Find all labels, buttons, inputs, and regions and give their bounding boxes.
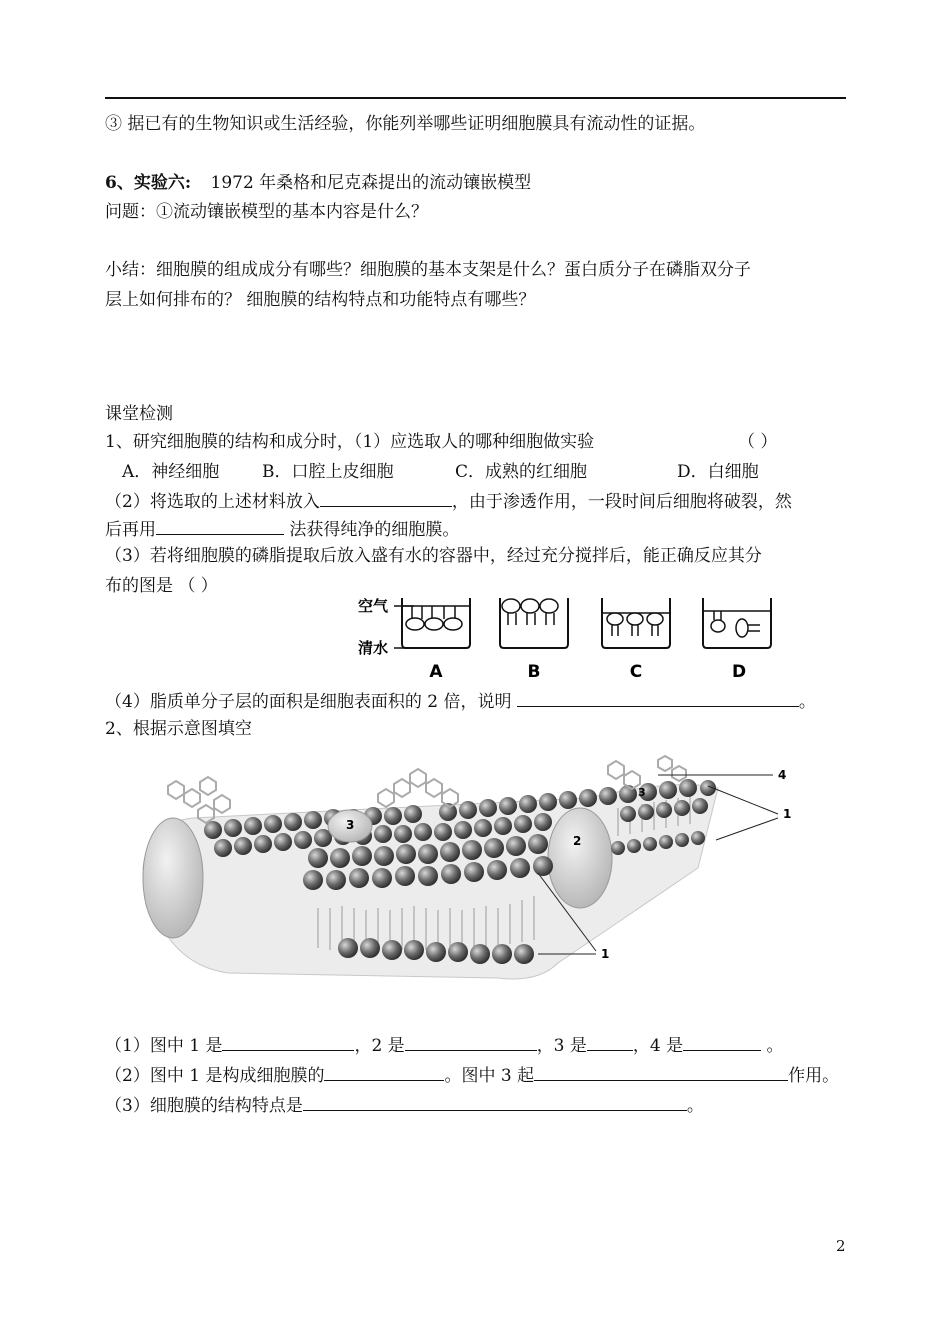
q2-2-blank-2[interactable] (534, 1062, 788, 1081)
beaker-b (500, 598, 568, 648)
membrane-label-4: 4 (778, 768, 787, 782)
q2-1-text-e: 。 (761, 1036, 784, 1056)
q2-2-text-a: （2）图中 1 是构成细胞膜的 (105, 1066, 325, 1086)
q2-2-text-b: 。图中 3 起 (444, 1066, 535, 1086)
q2-2-blank-1[interactable] (324, 1062, 444, 1081)
q2-1-blank-2[interactable] (405, 1032, 537, 1051)
q1-2-text-b: ，由于渗透作用，一段时间后细胞将破裂，然 (451, 492, 792, 512)
membrane-label-1-right: 1 (783, 807, 792, 821)
exp6-heading: 6、实验六: (105, 173, 192, 193)
air-label: 空气 (358, 597, 389, 615)
q2-part3-line (105, 1092, 704, 1118)
q1-2-text-c: 后再用 (105, 520, 156, 540)
q2-3-text-b: 。 (686, 1096, 704, 1116)
q3-evidence: ③ 据已有的生物知识或生活经验，你能列举哪些证明细胞膜具有流动性的证据。 (105, 114, 706, 134)
q2-1-text-d: ，4 是 (632, 1036, 684, 1056)
beaker-d (703, 598, 771, 648)
membrane-label-3-left: 3 (346, 818, 355, 832)
water-label: 清水 (358, 639, 389, 657)
q1-option-c: C．成熟的红细胞 (455, 462, 588, 482)
membrane-figure (118, 748, 818, 1028)
q1-2-blank-method[interactable] (156, 516, 284, 535)
q1-part4-line (105, 688, 816, 714)
q2-1-blank-3[interactable] (587, 1032, 633, 1051)
summary-line-2: 层上如何排布的？ 细胞膜的结构特点和功能特点有哪些？ (105, 290, 536, 310)
exp6-question: 问题：①流动镶嵌模型的基本内容是什么？ (105, 202, 428, 222)
q2-1-text-a: （1）图中 1 是 (105, 1036, 223, 1056)
q1-option-b: B．口腔上皮细胞 (262, 462, 394, 482)
q1-4-text-b: 。 (798, 692, 816, 712)
q1-answer-paren: （ ） (738, 432, 778, 452)
q1-part3-line1: （3）若将细胞膜的磷脂提取后放入盛有水的容器中，经过充分搅拌后，能正确反应其分 (105, 546, 762, 566)
classroom-test-heading: 课堂检测 (105, 404, 173, 424)
q2-stem: 2、根据示意图填空 (105, 719, 252, 739)
q1-2-text-a: （2）将选取的上述材料放入 (105, 492, 320, 512)
beaker-figure (350, 592, 790, 684)
q2-1-text-c: ，3 是 (536, 1036, 587, 1056)
q1-option-d: D．白细胞 (677, 462, 759, 482)
exp6-line (105, 171, 531, 195)
q1-part3-line2: 布的图是 （ ） (105, 576, 218, 596)
beaker-a (402, 598, 470, 648)
top-rule (105, 97, 846, 99)
membrane-label-3-right: 3 (638, 786, 646, 799)
option-label-a: A (429, 662, 443, 682)
exp6-text: 1972 年桑格和尼克森提出的流动镶嵌模型 (210, 173, 532, 193)
q1-option-a: A．神经细胞 (122, 462, 220, 482)
q1-4-text-a: （4）脂质单分子层的面积是细胞表面积的 2 倍，说明 (105, 692, 517, 712)
q1-part2-line2 (105, 516, 459, 542)
option-label-b: B (527, 662, 541, 682)
q1-part2-line1 (105, 488, 792, 514)
membrane-label-1-bottom: 1 (601, 947, 610, 961)
q2-1-blank-4[interactable] (683, 1032, 761, 1051)
q1-2-blank-material[interactable] (320, 488, 452, 507)
beaker-c (602, 598, 670, 648)
membrane-label-2: 2 (573, 834, 582, 848)
q2-1-blank-1[interactable] (222, 1032, 354, 1051)
page-number: 2 (836, 1237, 846, 1255)
option-label-d: D (731, 662, 747, 682)
q2-3-blank[interactable] (303, 1092, 687, 1111)
q2-2-text-c: 作用。 (788, 1066, 840, 1086)
protein-left (143, 818, 203, 938)
q2-part2-line (105, 1062, 839, 1088)
q1-2-text-d: 法获得纯净的细胞膜。 (284, 520, 460, 540)
q1-4-blank[interactable] (517, 688, 799, 707)
q2-3-text-a: （3）细胞膜的结构特点是 (105, 1096, 303, 1116)
q2-part1-line (105, 1032, 784, 1058)
q1-stem: 1、研究细胞膜的结构和成分时，（1）应选取人的哪种细胞做实验 (105, 432, 595, 452)
q2-1-text-b: ，2 是 (354, 1036, 405, 1056)
summary-line-1: 小结：细胞膜的组成成分有哪些？细胞膜的基本支架是什么？蛋白质分子在磷脂双分子 (105, 260, 751, 280)
protein-2 (548, 808, 612, 908)
option-label-c: C (629, 662, 643, 682)
